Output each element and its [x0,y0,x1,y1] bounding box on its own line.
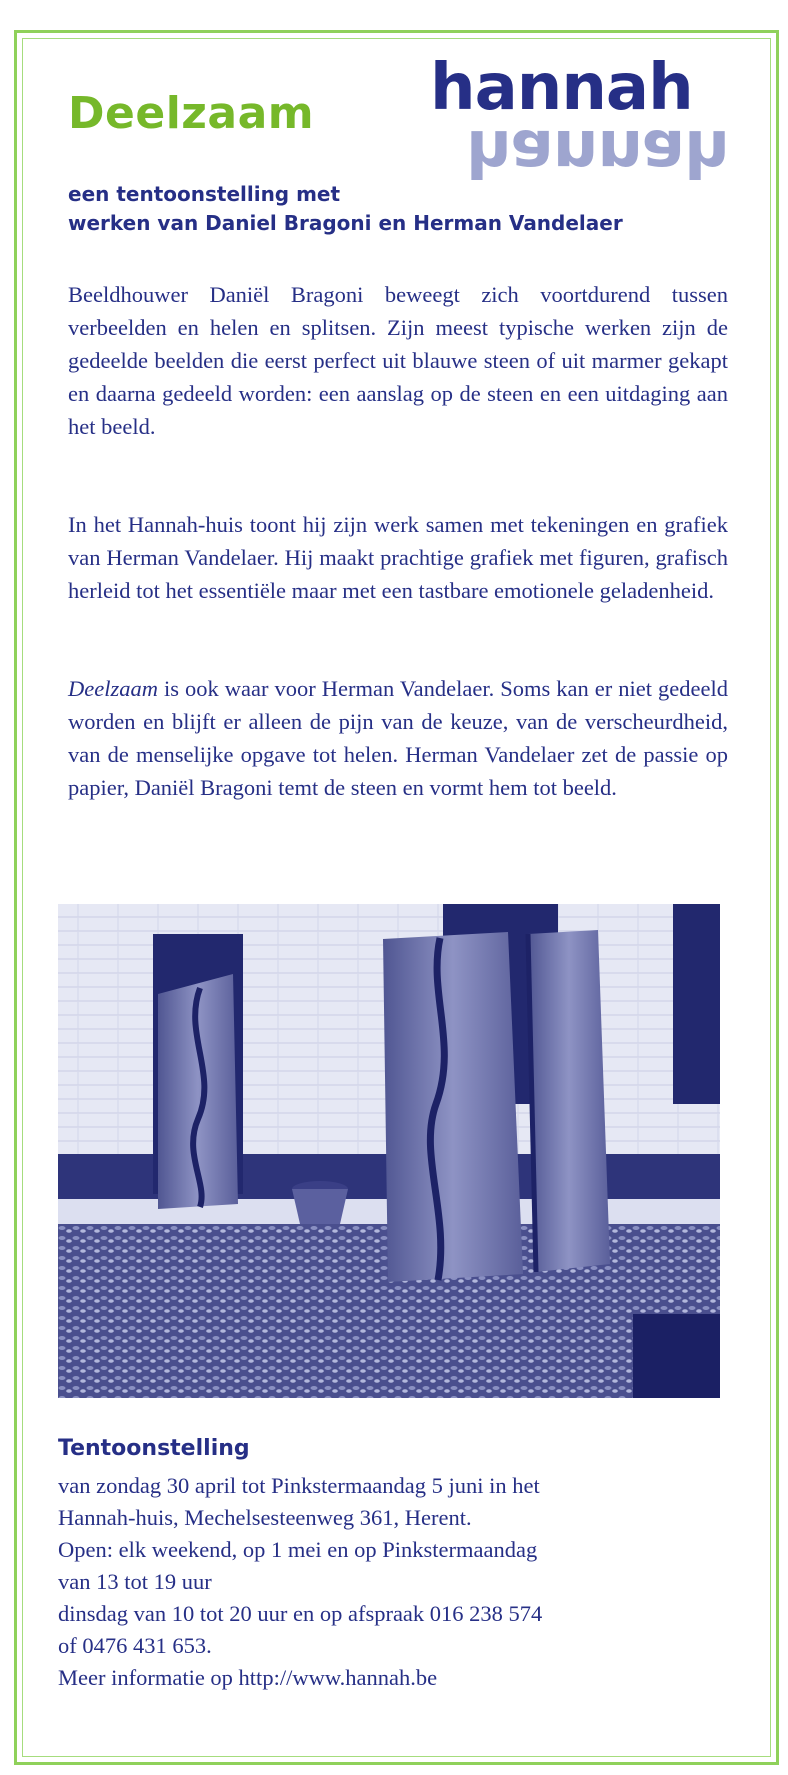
sculpture-illustration [58,904,720,1398]
paragraph-3-emphasis: Deelzaam [68,676,158,701]
paragraph-3 [68,672,728,804]
paragraph-2: In het Hannah-huis toont hij zijn werk samen met tekeningen en grafiek van Herman Vandelaer. Hij maakt prachtige grafiek met figuren, grafisch herleid tot het essentiële maar met een tastbare emotionele geladenheid. [68,512,728,603]
logo-text-mirrored: hannah [466,115,729,189]
opening-hours: van 13 tot 19 uur [58,1569,212,1594]
logo-text: hannah [430,51,693,125]
exhibition-dates: van zondag 30 april tot Pinkstermaandag 5 juni in het [58,1473,540,1498]
tuesday-hours-phone: dinsdag van 10 tot 20 uur en op afspraak 016 238 574 [58,1601,543,1626]
exhibition-location: Hannah-huis, Mechelsesteenweg 361, Herent. [58,1505,472,1530]
more-info-link[interactable]: Meer informatie op http://www.hannah.be [58,1665,438,1690]
hannah-logo [430,51,729,189]
subtitle-line-1: een tentoonstelling met [68,182,341,206]
paragraph-3-text: is ook waar voor Herman Vandelaer. Soms kan er niet gedeeld worden en blijft er alleen de pijn van de keuze, van de verscheurdheid, van de menselijke opgave tot helen. Herman Vandelaer zet de passie op papier, Daniël Bragoni temt de steen en vormt hem tot beeld. [68,676,728,800]
subtitle-line-2: werken van Daniel Bragoni en Herman Vandelaer [68,211,623,235]
article-title: Deelzaam [68,88,315,139]
paragraph-1: Beeldhouwer Daniël Bragoni beweegt zich voortdurend tussen verbeelden en helen en splitsen. Zijn meest typische werken zijn de gedeelde beelden die eerst perfect uit blauwe steen of uit marmer gekapt en daarna gedeeld worden: een aanslag op de steen en een uitdaging aan het beeld. [68,282,728,439]
opening-days: Open: elk weekend, op 1 mei en op Pinkstermaandag [58,1537,538,1562]
article-subtitle [68,180,708,238]
alternate-phone: of 0476 431 653. [58,1633,212,1658]
sculpture-photo [58,904,720,1398]
exhibition-heading: Tentoonstelling [58,1436,250,1461]
